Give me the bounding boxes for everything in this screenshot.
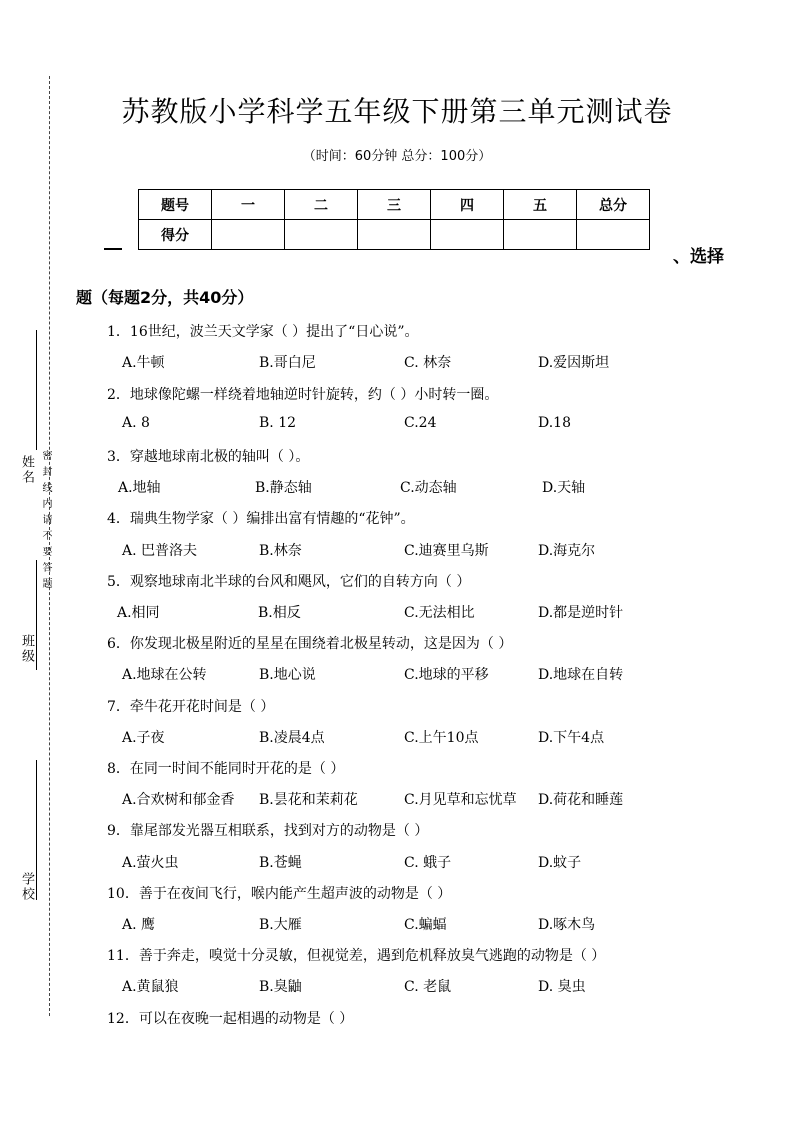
option: A. 8 <box>122 415 150 431</box>
option: A.黄鼠狼 <box>122 979 179 995</box>
score-header-cell: 四 <box>431 190 504 220</box>
option: D.爱因斯坦 <box>538 355 610 371</box>
question-text: 4．瑞典生物学家（ ）编排出富有情趣的“花钟”。 <box>107 511 415 527</box>
page-title: 苏教版小学科学五年级下册第三单元测试卷 <box>121 95 673 128</box>
score-input-cell[interactable] <box>358 220 431 250</box>
option: A. 巴普洛夫 <box>122 543 198 559</box>
score-input-cell[interactable] <box>285 220 358 250</box>
score-header-cell: 总分 <box>577 190 650 220</box>
score-header-cell: 题号 <box>139 190 212 220</box>
question-text: 6．你发现北极星附近的星星在围绕着北极星转动，这是因为（ ） <box>107 636 513 652</box>
option: C. 蛾子 <box>404 855 452 871</box>
option: B.静态轴 <box>255 480 312 496</box>
option: D.天轴 <box>542 480 586 496</box>
score-input-cell[interactable] <box>212 220 285 250</box>
option: C.蝙蝠 <box>404 917 447 933</box>
option: D.18 <box>538 415 571 431</box>
option: D.蚊子 <box>538 855 582 871</box>
option: D.荷花和睡莲 <box>538 792 624 808</box>
name-label: 姓名 <box>19 455 34 485</box>
option: D.下午4点 <box>538 730 605 746</box>
option: C.地球的平移 <box>404 667 489 683</box>
option: C. 老鼠 <box>404 979 452 995</box>
option: B.大雁 <box>259 917 302 933</box>
score-table-score-row <box>139 220 650 250</box>
option: D.海克尔 <box>538 543 596 559</box>
score-table-header-row <box>139 190 650 220</box>
score-header-cell: 五 <box>504 190 577 220</box>
option: A.子夜 <box>122 730 165 746</box>
option: A.萤火虫 <box>122 855 179 871</box>
option: C.24 <box>404 415 437 431</box>
exam-info: （时间：60分钟 总分：100分） <box>302 149 492 164</box>
option: C.上午10点 <box>404 730 479 746</box>
name-fill-line <box>36 330 37 450</box>
option: B.苍蝇 <box>259 855 302 871</box>
question-text: 2．地球像陀螺一样绕着地轴逆时针旋转，约（ ）小时转一圈。 <box>107 387 499 403</box>
section-number <box>104 248 122 250</box>
score-row-label: 得分 <box>139 220 212 250</box>
question-text: 9．靠尾部发光器互相联系，找到对方的动物是（ ） <box>107 823 429 839</box>
option: B.地心说 <box>259 667 316 683</box>
option: B. 12 <box>259 415 297 431</box>
option: B.林奈 <box>259 543 302 559</box>
class-label: 班级 <box>19 634 34 664</box>
question-text: 5．观察地球南北半球的台风和飓风，它们的自转方向（ ） <box>107 574 471 590</box>
option: B.昙花和茉莉花 <box>259 792 358 808</box>
option: C.无法相比 <box>404 605 475 621</box>
option: C.动态轴 <box>400 480 457 496</box>
question-text: 8．在同一时间不能同时开花的是（ ） <box>107 761 345 777</box>
option: C. 林奈 <box>404 355 452 371</box>
question-text: 1．16世纪，波兰天文学家（ ）提出了“日心说”。 <box>107 324 419 340</box>
option: D.都是逆时针 <box>538 605 624 621</box>
school-fill-line <box>36 760 37 900</box>
question-text: 3．穿越地球南北极的轴叫（ ）。 <box>107 449 310 465</box>
option: A.牛顿 <box>122 355 165 371</box>
option: C.月见草和忘忧草 <box>404 792 517 808</box>
section-title-cont: 题（每题2分，共40分） <box>76 288 254 307</box>
option: A.相同 <box>117 605 160 621</box>
score-table <box>138 189 650 250</box>
score-header-cell: 三 <box>358 190 431 220</box>
score-input-cell[interactable] <box>431 220 504 250</box>
option: D.地球在自转 <box>538 667 624 683</box>
question-text: 11．善于奔走，嗅觉十分灵敏，但视觉差，遇到危机释放臭气逃跑的动物是（ ） <box>107 948 606 964</box>
option: B.哥白尼 <box>259 355 316 371</box>
option: B.凌晨4点 <box>259 730 325 746</box>
question-text: 10．善于在夜间飞行，喉内能产生超声波的动物是（ ） <box>107 886 452 902</box>
score-input-cell[interactable] <box>504 220 577 250</box>
question-text: 7．牵牛花开花时间是（ ） <box>107 699 275 715</box>
option: B.臭鼬 <box>259 979 302 995</box>
option: D.啄木鸟 <box>538 917 596 933</box>
school-label: 学校 <box>19 872 34 902</box>
score-input-cell[interactable] <box>577 220 650 250</box>
option: B.相反 <box>258 605 301 621</box>
section-title-tail: 、选择 <box>673 247 724 267</box>
seal-notice: 密封线内请不要答题 <box>40 450 51 594</box>
option: A.地球在公转 <box>122 667 207 683</box>
option: A. 鹰 <box>122 917 156 933</box>
class-fill-line <box>36 560 37 670</box>
option: D. 臭虫 <box>538 979 586 995</box>
score-header-cell: 二 <box>285 190 358 220</box>
option: A.地轴 <box>118 480 161 496</box>
score-header-cell: 一 <box>212 190 285 220</box>
question-text: 12．可以在夜晚一起相遇的动物是（ ） <box>107 1011 354 1027</box>
option: C.迪赛里乌斯 <box>404 543 489 559</box>
option: A.合欢树和郁金香 <box>122 792 235 808</box>
